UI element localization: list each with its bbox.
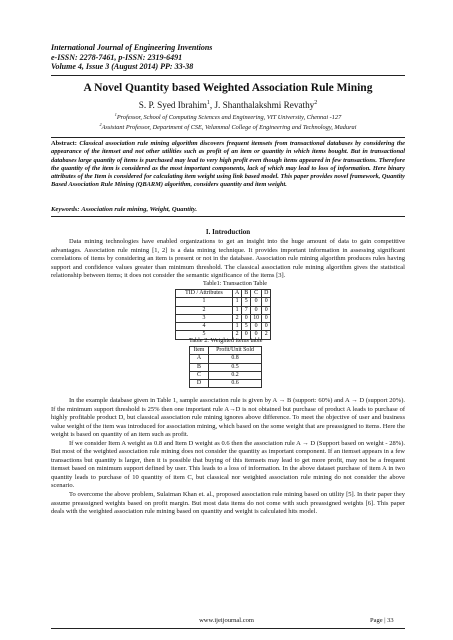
affiliation-1: [51, 111, 405, 121]
table-row: [190, 363, 262, 371]
table-cell: 1: [233, 306, 242, 314]
header-rule: [51, 75, 405, 76]
table-cell: C: [190, 371, 209, 379]
body-paragraphs: [51, 397, 405, 517]
table-cell: 1: [176, 298, 233, 306]
table-2-header-row: [190, 347, 262, 355]
table-cell: 5: [176, 331, 233, 339]
author-2: , J. Shanthalakshmi Revathy: [209, 100, 315, 110]
paragraph-2: In the example database given in Table 1, sample association rule is given by A → B (support: 60%) and A → D (support 20%). If the minimum support threshold is 25% then one important rule A→D is not obtained but purchase of product A leads to purchase of highly profitable product D, but classical association rule mining ignores above difference. To meet the objective of user and business value weight of the item was introduced for association mining, which based on the some weight that are preassigned to items. Here the weight is based on quantity of an item such as profit.: [51, 397, 405, 439]
abstract: [51, 140, 405, 190]
table-cell: 0.2: [209, 371, 262, 379]
author-1-sup: 1: [206, 99, 210, 106]
footer-rule: [51, 628, 405, 629]
table-cell: 5: [242, 298, 251, 306]
table-cell: 0: [262, 314, 271, 322]
table-2-header-cell: Item: [190, 347, 209, 355]
table-cell: 0: [251, 323, 262, 331]
table-cell: 1: [233, 298, 242, 306]
affiliation-2-text: Assistant Professor, Department of CSE, Velammal College of Engineering and Technology, Madurai: [101, 124, 357, 131]
table-1-header-cell: D: [262, 290, 271, 298]
paragraph-1: Data mining technologies have enabled organizations to get an insight into the huge amount of data to gain competitive advantages. Association rule mining [1, 2] is a data mining technique. It provides important information in assessing significant correlations of items by considering an item is present or not in the database. Association rule mining algorithm produces rules having support and confidence values greater than minimum threshold. The classical association rule mining algorithm gives the statistical relationship between items; it does not consider the semantic significance of the items [3].: [51, 238, 405, 280]
table-cell: 0: [251, 331, 262, 339]
journal-header: [51, 43, 212, 72]
table-cell: 2: [233, 331, 242, 339]
table-cell: B: [190, 363, 209, 371]
table-row: [190, 371, 262, 379]
table-cell: 0: [262, 306, 271, 314]
intro-paragraph: [51, 238, 405, 281]
affiliation-2: [51, 121, 405, 131]
transaction-table: [175, 289, 271, 340]
author-2-sup: 2: [314, 99, 318, 106]
footer-url: www.ijeijournal.com: [199, 617, 254, 624]
table-cell: 0: [262, 323, 271, 331]
table-cell: D: [190, 380, 209, 388]
table-cell: 0: [262, 298, 271, 306]
table-cell: 0.6: [209, 380, 262, 388]
table-cell: 7: [242, 306, 251, 314]
table-cell: 5: [242, 323, 251, 331]
table-cell: 10: [251, 314, 262, 322]
footer-page-number: Page | 33: [370, 617, 394, 624]
journal-volume: Volume 4, Issue 3 (August 2014) PP: 33-38: [51, 62, 194, 72]
table-cell: 2: [233, 314, 242, 322]
section-heading-introduction: I. Introduction: [205, 228, 251, 236]
paragraph-3: If we consider Item A weight as 0.8 and Item D weight as 0.6 then the association rule A → D (Support based on weight - 28%). But most of the weighted association rule mining does not consider the quantity as important component. If an itemset appears in a few transactions but quantity is larger, then it is possible that buying of this itemsets may lead to get more profit, may not be a frequent itemset based on minimum support defined by user. This leads to a loss of information. In the above dataset purchase of item A in two quantity leads to purchase of 10 quantity of item C, but classical nor weighted association rule mining do not consider the above scenario.: [51, 439, 405, 490]
affiliation-1-text: Professor, School of Computing Sciences and Engineering, VIT University, Chennai -127: [116, 114, 342, 121]
table-cell: 0: [242, 314, 251, 322]
paper-title: A Novel Quantity based Weighted Association Rule Mining: [83, 82, 373, 94]
abstract-bottom-rule: [51, 216, 405, 217]
table-1-header-cell: C: [251, 290, 262, 298]
table-cell: 0: [242, 331, 251, 339]
table-row: [190, 380, 262, 388]
affiliation-1-sup: 1: [114, 111, 117, 117]
table-cell: 2: [176, 306, 233, 314]
table-cell: 0.5: [209, 363, 262, 371]
table-cell: 3: [176, 314, 233, 322]
keywords-label: Keywords:: [51, 206, 80, 213]
table-1-header-cell: B: [242, 290, 251, 298]
table-row: [176, 298, 271, 306]
table-1-header-cell: A: [233, 290, 242, 298]
table-cell: 0: [251, 298, 262, 306]
table-row: [176, 314, 271, 322]
paper-authors: [51, 100, 405, 110]
table-row: [176, 323, 271, 331]
table-cell: 1: [233, 323, 242, 331]
journal-issn: e-ISSN: 2278-7461, p-ISSN: 2319-6491: [51, 52, 183, 62]
table-cell: 2: [262, 331, 271, 339]
table-1-caption: Table1: Transaction Table: [203, 280, 267, 287]
keywords: [51, 206, 405, 213]
abstract-top-rule: [51, 137, 405, 138]
table-cell: 4: [176, 323, 233, 331]
table-1-header-row: [176, 290, 271, 298]
table-2-header-cell: Profit/Unit Sold: [209, 347, 262, 355]
journal-name: International Journal of Engineering Inventions: [51, 43, 213, 52]
table-cell: 0.8: [209, 355, 262, 363]
paragraph-4: To overcome the above problem, Sulaiman Khan et. al., proposed association rule mining based on utility [5]. In their paper they assume preassigned weights based on profit margin. But most data items do not come with such preassigned weights [6]. This paper deals with the weighted association rule mining based on quantity and weight is calculated hits model.: [51, 491, 405, 516]
table-cell: A: [190, 355, 209, 363]
weighted-items-table: [189, 346, 262, 388]
table-cell: 0: [251, 306, 262, 314]
table-2-caption: Table 2: Weighted items table: [189, 337, 263, 344]
author-1: S. P. Syed Ibrahim: [138, 100, 207, 110]
table-row: [176, 306, 271, 314]
abstract-text: Classical association rule mining algorithm discovers frequent itemsets from transactional databases by considering the appearance of the itemset and not other utilities such as profit of an item or quantity in which items bought. But in transactional databases large quantity of items is purchased may lead to very high profit even though items appeared in few transactions. Therefore the quantity of the item is considered as the most important components, lack of which may lead to loss of information. Here binary attributes of the Item is considered for calculating item weight using link based model. This paper provides novel framework, Quantity Based Association Rule Mining (QBARM) algorithm, considers quantity and item weight.: [51, 140, 405, 189]
keywords-text: Association rule mining, Weight, Quantity.: [81, 206, 198, 213]
table-1-header-cell: TID / Attributes: [176, 290, 233, 298]
affiliation-2-sup: 2: [99, 121, 102, 127]
abstract-label: Abstract:: [51, 140, 77, 147]
table-row: [190, 355, 262, 363]
